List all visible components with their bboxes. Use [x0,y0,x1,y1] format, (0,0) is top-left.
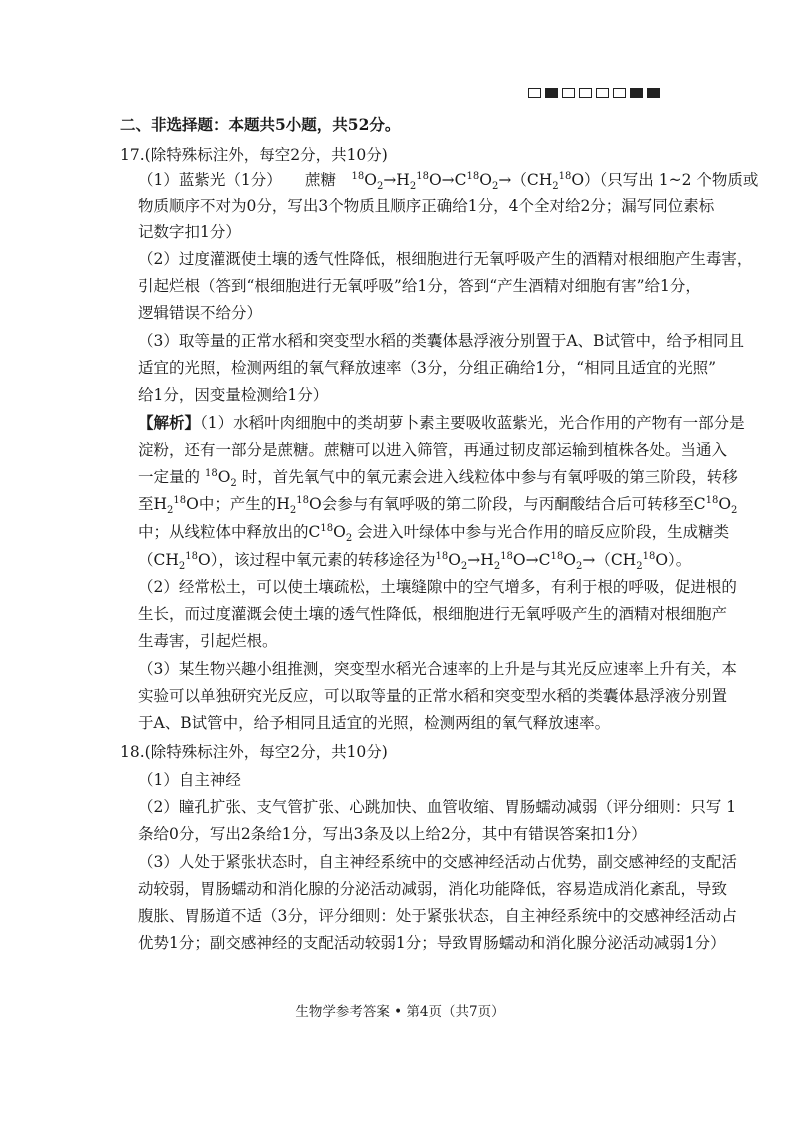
q17-analysis-line-6: $(CH_2^{18}O)$，该过程中氧元素的转移途径为$^{18}O_2\to H_2^{18}O\to C^{18}O_2\to(CH_2^{18}O)$。 [138,550,692,573]
q18-answer-2-line-1: （2）瞳孔扩张、支气管扩张、心跳加快、血管收缩、胃肠蠕动减弱（评分细则：只写 1 [138,798,737,816]
q17-analysis-line-5: 中；从线粒体中释放出的$C^{18}O_2$ 会进入叶绿体中参与光合作用的暗反应阶段，生成糖类 [138,522,730,545]
q17-analysis-p3-line-1: （3）某生物兴趣小组推测，突变型水稻光合速率的上升是与其光反应速率上升有关，本 [138,660,737,678]
q17-answer-1-line-3: 记数字扣1分） [138,223,241,241]
q18-number: 18. [120,743,145,761]
q18-header [120,742,388,762]
q18-answer-3-line-4: 优势1分；副交感神经的支配活动较弱1分；导致胃肠蠕动和消化腺分泌活动减弱1分） [138,934,726,952]
q18-answer-1: （1）自主神经 [138,771,241,789]
section-heading: 二、非选择题：本题共5小题，共52分。 [120,115,401,134]
marker-box [579,88,592,98]
q18-answer-3-line-1: （3）人处于紧张状态时，自主神经系统中的交感神经活动占优势，副交感神经的支配活 [138,853,737,871]
q17-analysis-p3-line-3: 于A、B试管中，给予相同且适宜的光照，检测两组的氧气释放速率。 [138,714,611,732]
q17-scoring: (除特殊标注外，每空2分，共10分) [144,146,388,164]
marker-box [596,88,609,98]
page-footer: 生物学参考答案 • 第4页（共7页） [295,1004,505,1020]
q17-answer-3-line-2: 适宜的光照，检测两组的氧气释放速率（3分，分组正确给1分，“相同且适宜的光照” [138,359,717,377]
q17-answer-1-line-1: （1）蓝紫光（1分） 蔗糖 $^{18}O_2\to H_2^{18}O\to C^{18}O_2\to(CH_2^{18}O)$（只写出 1~2 个物质或 [138,170,759,193]
q17-answer-1-line-2: 物质顺序不对为0分，写出3个物质且顺序正确给1分，4个全对给2分；漏写同位素标 [138,197,715,215]
marker-box [647,88,660,98]
q17-analysis-line-2: 淀粉，还有一部分是蔗糖。蔗糖可以进入筛管，再通过韧皮部运输到植株各处。当通入 [138,441,728,459]
q17-analysis-line-4: 至$H_2^{18}O$中；产生的$H_2^{18}O$会参与有氧呼吸的第二阶段，与丙酮酸结合后可转移至$C^{18}O_2$ [138,494,738,517]
q17-analysis-p3-line-2: 实验可以单独研究光反应，可以取等量的正常水稻和突变型水稻的类囊体悬浮液分别置 [138,687,728,705]
q18-answer-3-line-3: 腹胀、胃肠道不适（3分，评分细则：处于紧张状态，自主神经系统中的交感神经活动占 [138,907,737,925]
q18-answer-3-line-2: 动较弱，胃肠蠕动和消化腺的分泌活动减弱，消化功能降低，容易造成消化紊乱，导致 [138,880,728,898]
marker-box [545,88,558,98]
q17-answer-2-line-1: （2）过度灌溉使土壤的透气性降低，根细胞进行无氧呼吸产生的酒精对根细胞产生毒害， [138,250,753,268]
q17-answer-2-line-3: 逻辑错误不给分） [138,304,263,322]
q17-answer-3-line-3: 给1分，因变量检测给1分） [138,386,329,404]
q17-analysis-line-1: 【解析】（1）水稻叶肉细胞中的类胡萝卜素主要吸收蓝紫光，光合作用的产物有一部分是 [138,413,745,432]
marker-box [528,88,541,98]
q18-scoring: (除特殊标注外，每空2分，共10分) [144,743,388,761]
q17-analysis-p2-line-2: 生长，而过度灌溉会使土壤的透气性降低，根细胞进行无氧呼吸产生的酒精对根细胞产 [138,605,728,623]
q17-header [120,145,388,165]
q17-analysis-p2-line-3: 生毒害，引起烂根。 [138,632,278,650]
q17-analysis-line-3: 一定量的 $^{18}O_2$ 时，首先氧气中的氧元素会进入线粒体中参与有氧呼吸的第三阶段，转移 [138,467,738,490]
q17-answer-3-line-1: （3）取等量的正常水稻和突变型水稻的类囊体悬浮液分别置于A、B试管中，给予相同且 [138,332,744,350]
analysis-tag: 【解析】 [138,413,201,432]
q17-number: 17. [120,146,145,164]
marker-box [613,88,626,98]
marker-box [630,88,643,98]
q17-analysis-p2-line-1: （2）经常松土，可以使土壤疏松，土壤缝隙中的空气增多，有利于根的呼吸，促进根的 [138,578,737,596]
q17-answer-2-line-2: 引起烂根（答到“根细胞进行无氧呼吸”给1分，答到“产生酒精对细胞有害”给1分， [138,277,701,295]
q18-answer-2-line-2: 条给0分，写出2条给1分，写出3条及以上给2分，其中有错误答案扣1分） [138,825,647,843]
marker-box [562,88,575,98]
page-marker-boxes [528,88,660,98]
